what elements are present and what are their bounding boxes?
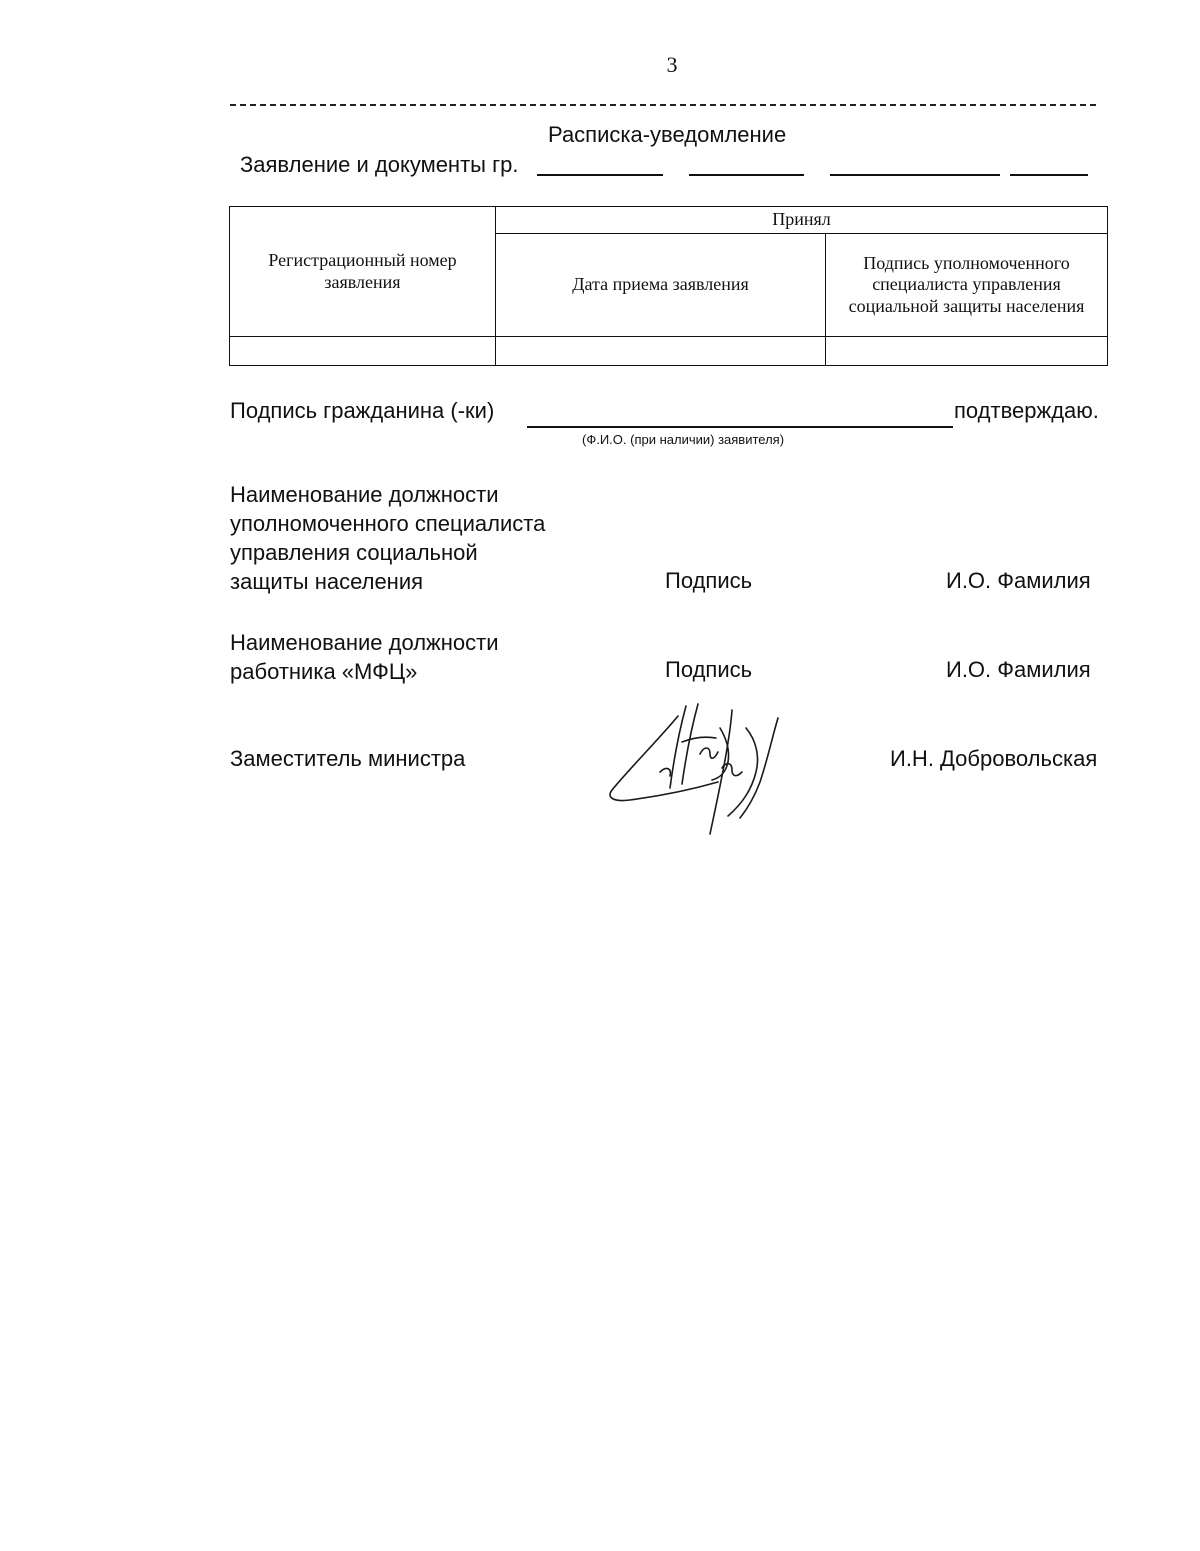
documents-line-label: Заявление и документы гр. [240,152,519,177]
specialist-name: И.О. Фамилия [946,568,1091,593]
citizen-signature-label: Подпись гражданина (-ки) [230,398,495,423]
applicant-blank-2[interactable] [689,174,804,176]
specialist-position-line: управления социальной [230,540,478,565]
specialist-signature-label: Подпись [665,568,753,593]
cell-specialist-signature[interactable] [826,337,1108,366]
mfc-position-line: Наименование должности [230,630,499,655]
header-accepted: Принял [496,207,1108,234]
header-registration-number: Регистрационный номер заявления [230,207,496,337]
specialist-position [230,480,545,596]
cut-line [230,104,1096,106]
specialist-position-line: защиты населения [230,569,424,594]
mfc-name: И.О. Фамилия [946,657,1091,682]
deputy-name: И.Н. Добровольская [890,746,1098,771]
header-receipt-date: Дата приема заявления [496,234,826,337]
specialist-position-line: уполномоченного специалиста [230,511,546,536]
applicant-blank-1[interactable] [537,174,663,176]
cell-receipt-date[interactable] [496,337,826,366]
deputy-title: Заместитель министра [230,746,466,771]
confirm-text: подтверждаю. [954,398,1099,423]
mfc-position [230,628,499,686]
registration-table [229,206,1107,366]
receipt-title: Расписка-уведомление [548,122,787,147]
fio-hint: (Ф.И.О. (при наличии) заявителя) [582,432,785,447]
mfc-position-line: работника «МФЦ» [230,659,418,684]
applicant-blank-3[interactable] [830,174,1000,176]
applicant-blank-4[interactable] [1010,174,1088,176]
citizen-signature-blank[interactable] [527,426,953,428]
header-specialist-signature: Подпись уполномоченного специалиста управления социальной защиты населения [826,234,1108,337]
mfc-signature-label: Подпись [665,657,753,682]
specialist-position-line: Наименование должности [230,482,499,507]
handwritten-signature [600,698,790,838]
cell-registration-number[interactable] [230,337,496,366]
